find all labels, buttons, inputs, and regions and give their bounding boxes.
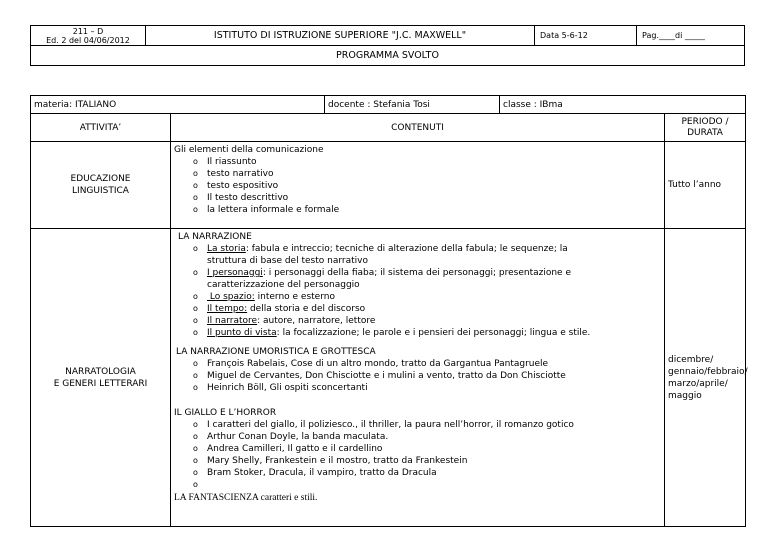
list-item: o Arthur Conan Doyle, la banda maculata.	[174, 431, 662, 443]
contents-list	[174, 243, 662, 339]
contents-header: CONTENUTI	[171, 114, 665, 142]
document-edition: Ed. 2 del 04/06/2012	[46, 35, 130, 45]
document-code-number: 211 – D	[72, 26, 104, 36]
topic-text: struttura di base del testo narrativo	[207, 256, 368, 266]
list-item: o Il testo descrittivo	[174, 192, 662, 204]
list-item: o Bram Stoker, Dracula, il vampiro, tratto da Dracula	[174, 467, 662, 479]
activity-line: LINGUISTICA	[72, 186, 129, 196]
list-item: o I caratteri del giallo, il poliziesco., il thriller, la paura nell’horror, il romanzo gotico	[174, 419, 662, 431]
list-item	[174, 267, 662, 291]
period-line: dicembre/	[668, 354, 714, 365]
period-cell	[665, 229, 746, 527]
meta-row	[31, 96, 746, 114]
period-line: maggio	[668, 390, 702, 401]
topic-label: Lo spazio:	[207, 292, 255, 302]
topic-text: caratterizzazione del personaggio	[207, 280, 360, 290]
topic-label: Il narratore	[207, 316, 258, 326]
period-cell: Tutto l’anno	[665, 142, 746, 229]
activity-line: E GENERI LETTERARI	[53, 378, 148, 389]
list-item: o François Rabelais, Cose di un altro mondo, tratto da Gargantua Pantagruele	[174, 358, 662, 370]
program-title: PROGRAMMA SVOLTO	[31, 46, 745, 66]
list-item: o testo espositivo	[174, 180, 662, 192]
header-table	[30, 25, 745, 66]
contents-list	[174, 419, 662, 491]
contents-intro: Gli elementi della comunicazione	[174, 145, 324, 155]
topic-label: La storia	[207, 244, 246, 254]
list-item: o Heinrich Böll, Gli ospiti sconcertanti	[174, 382, 662, 394]
list-item: o Mary Shelly, Frankestein e il mostro, tratto da Frankestein	[174, 455, 662, 467]
closing-note: LA FANTASCIENZA caratteri e stili.	[174, 493, 318, 503]
list-item	[174, 291, 662, 303]
list-item: o testo narrativo	[174, 168, 662, 180]
table-row	[31, 142, 746, 229]
subject-cell: materia: ITALIANO	[31, 96, 325, 114]
document-code	[31, 26, 146, 46]
section-title: LA NARRAZIONE	[178, 232, 252, 242]
activity-header: ATTIVITA’	[31, 114, 171, 142]
document-date: Data 5-6-12	[535, 26, 637, 46]
topic-text: : fabula e intreccio; tecniche di alterazione della fabula; le sequenze; la	[245, 244, 568, 254]
table-row	[31, 229, 746, 527]
activity-cell	[31, 142, 171, 229]
period-line: gennaio/febbraio/	[668, 366, 748, 377]
institute-name: ISTITUTO DI ISTRUZIONE SUPERIORE "J.C. MAXWELL"	[146, 26, 535, 46]
activity-line: EDUCAZIONE	[70, 174, 131, 184]
list-item	[174, 243, 662, 267]
period-header	[665, 114, 746, 142]
period-header-line2: DURATA	[687, 127, 723, 138]
topic-label: Il tempo:	[207, 304, 248, 314]
topic-text: della storia e del discorso	[247, 304, 366, 314]
page-number: Pag.____di _____	[637, 26, 745, 46]
contents-cell	[171, 142, 665, 229]
contents-cell	[171, 229, 665, 527]
section-title: IL GIALLO E L’HORROR	[174, 408, 277, 418]
period-line: marzo/aprile/	[668, 378, 728, 389]
list-item: o Andrea Camilleri, Il gatto e il cardellino	[174, 443, 662, 455]
topic-text: : autore, narratore, lettore	[257, 316, 376, 326]
class-cell: classe : IBma	[500, 96, 746, 114]
list-item	[174, 327, 662, 339]
program-table	[30, 95, 746, 527]
section-title: LA NARRAZIONE UMORISTICA E GROTTESCA	[176, 347, 376, 357]
list-item	[174, 479, 662, 491]
period-header-line1: PERIODO /	[681, 116, 729, 127]
list-item	[174, 303, 662, 315]
topic-label: I personaggi	[207, 268, 263, 278]
activity-line: NARRATOLOGIA	[65, 366, 136, 377]
topic-label: Il punto di vista	[207, 328, 277, 338]
column-header-row	[31, 114, 746, 142]
list-item: o Miguel de Cervantes, Don Chisciotte e i mulini a vento, tratto da Don Chisciotte	[174, 370, 662, 382]
topic-text: interno e esterno	[254, 292, 335, 302]
list-item: o la lettera informale e formale	[174, 204, 662, 216]
activity-cell	[31, 229, 171, 527]
contents-list	[174, 156, 662, 216]
topic-text: : la focalizzazione; le parole e i pensieri dei personaggi; lingua e stile.	[276, 328, 591, 338]
topic-text: : i personaggi della fiaba; il sistema dei personaggi; presentazione e	[262, 268, 571, 278]
teacher-cell: docente : Stefania Tosi	[325, 96, 500, 114]
list-item: o Il riassunto	[174, 156, 662, 168]
contents-list	[174, 358, 662, 394]
list-item	[174, 315, 662, 327]
